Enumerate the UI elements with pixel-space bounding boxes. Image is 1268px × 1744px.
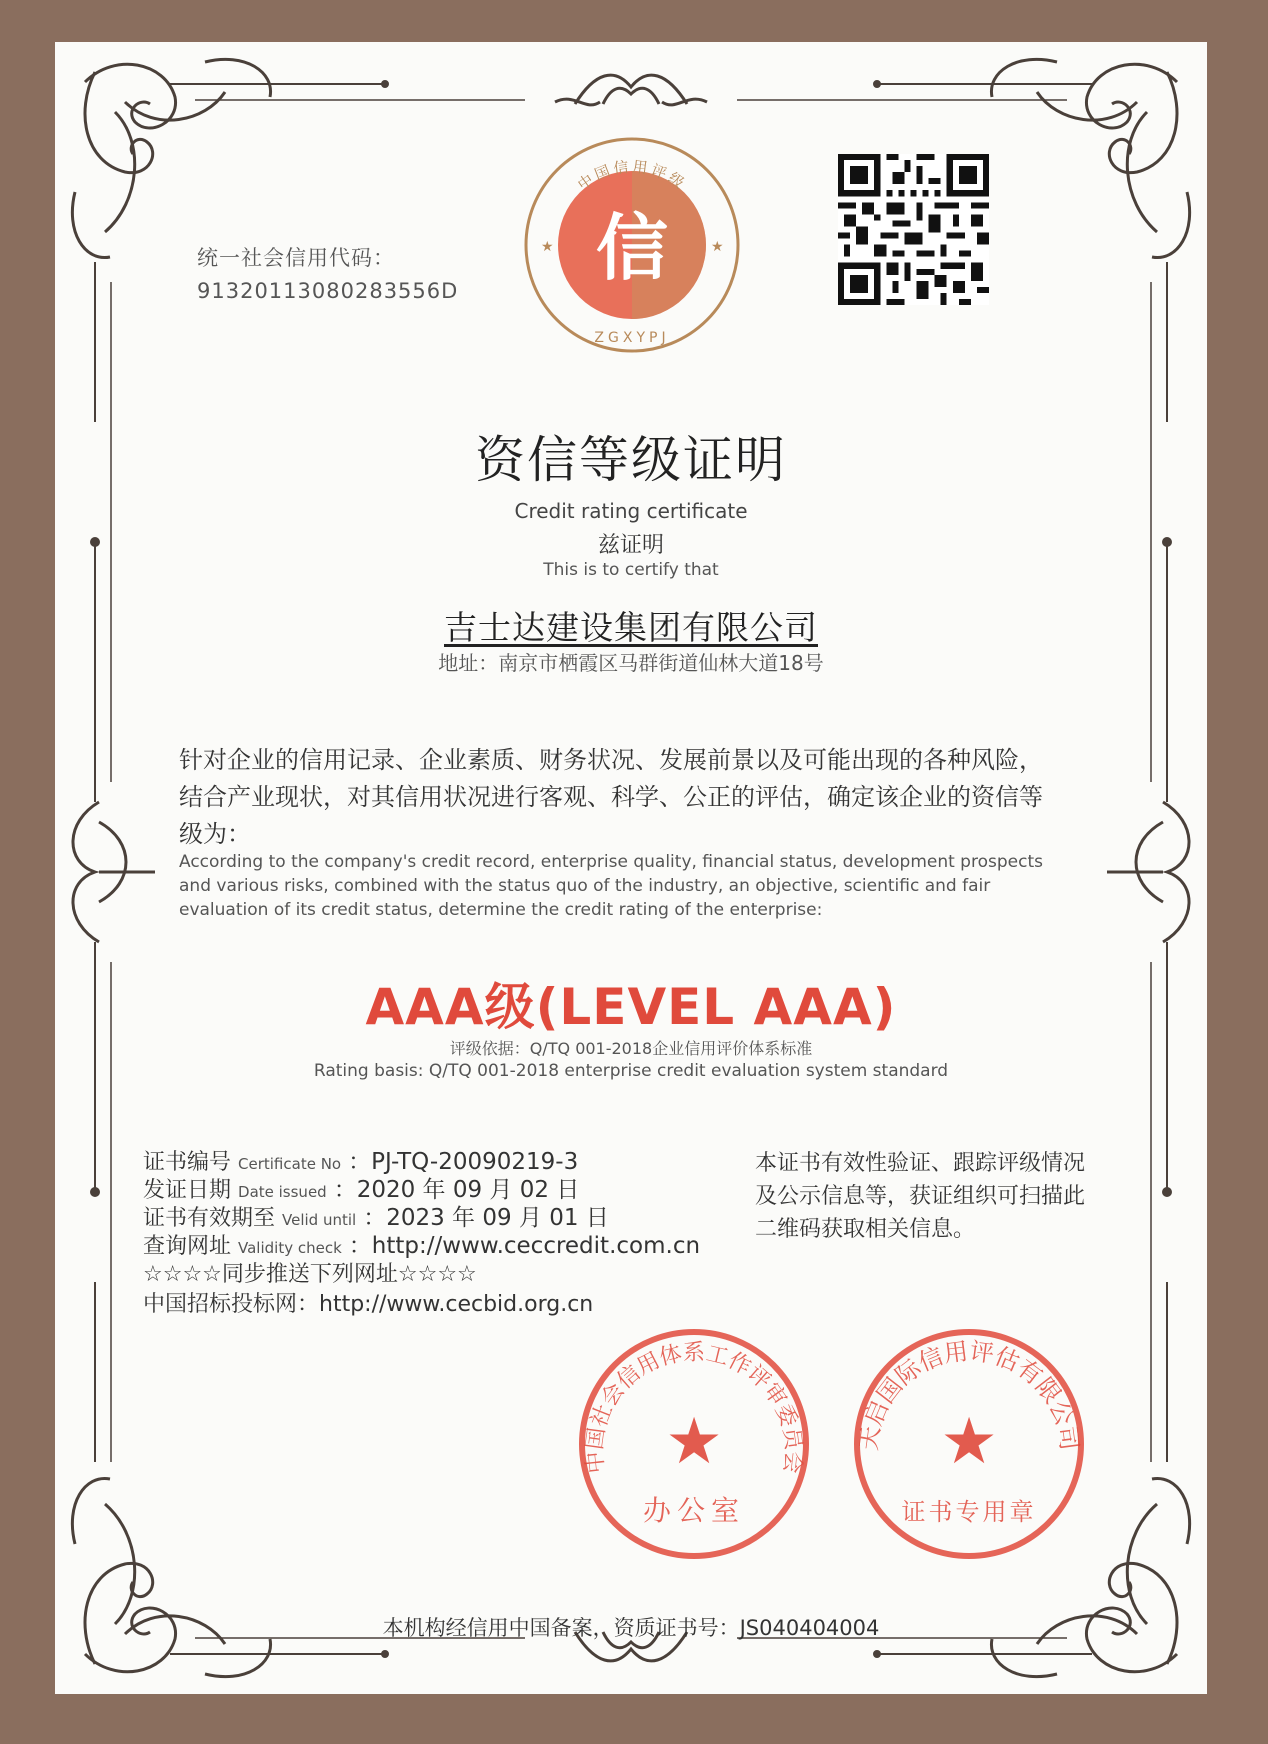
emblem-bottom-text: ZGXYPJ: [594, 330, 670, 346]
statement-cn-line: 针对企业的信用记录、企业素质、财务状况、发展前景以及可能出现的各种风险，: [179, 746, 1043, 774]
valid-until-label: 证书有效期至: [143, 1206, 276, 1231]
seal-certificate-stamp: [850, 1325, 1088, 1563]
emblem-glyph: 信: [595, 206, 669, 290]
seal1-bottom-text: 办公室: [642, 1494, 746, 1527]
statement-en-line: evaluation of its credit status, determine the credit rating of the enterprise:: [179, 900, 823, 920]
rating-basis-en: Rating basis: Q/TQ 001-2018 enterprise credit evaluation system standard: [313, 1061, 949, 1081]
seal2-bottom-text: 证书专用章: [901, 1498, 1037, 1526]
certificate-info: [143, 1148, 700, 1320]
credit-rating-emblem: [521, 134, 743, 356]
sync-line: ☆☆☆☆同步推送下列网址☆☆☆☆: [143, 1262, 477, 1287]
validity-check-label: 查询网址: [143, 1234, 232, 1259]
rating-basis-cn: 评级依据：Q/TQ 001-2018企业信用评价体系标准: [449, 1039, 813, 1058]
page-title: 资信等级证明: [475, 431, 787, 489]
valid-until-value: ：2023 年 09 月 01 日: [363, 1205, 609, 1231]
page-title-en: Credit rating certificate: [514, 499, 748, 523]
validity-check-link[interactable]: ：http://www.ceccredit.com.cn: [348, 1233, 701, 1259]
validity-check-row: [143, 1232, 700, 1260]
statement-cn-line: 结合产业现状，对其信用状况进行客观、科学、公正的评估，确定该企业的资信等: [179, 783, 1043, 811]
credit-code-value: 91320113080283556D: [197, 279, 459, 303]
cert-no-value: ：PJ-TQ-20090219-3: [348, 1149, 579, 1175]
cert-no-row: [143, 1148, 700, 1176]
statement-en-line: and various risks, combined with the status quo of the industry, an objective, scientific and fair: [179, 876, 991, 896]
credit-code-block: [197, 242, 458, 308]
seal1-star-icon: ★: [665, 1405, 723, 1479]
validity-check-label-en: Validity check: [238, 1239, 342, 1257]
verification-note: [755, 1147, 1105, 1246]
cert-no-label: 证书编号: [143, 1150, 232, 1175]
seal1-ring-text: 中国社会信用体系工作评审委员会: [582, 1340, 806, 1475]
date-issued-value: ：2020 年 09 月 02 日: [333, 1177, 580, 1203]
qr-code-icon: [838, 154, 989, 305]
company-name: 吉士达建设集团有限公司: [444, 608, 818, 647]
emblem-star-right: ★: [711, 239, 724, 255]
statement-cn: [179, 742, 1109, 853]
certificate-paper: [55, 42, 1207, 1694]
certify-heading: 兹证明: [597, 533, 664, 558]
verification-note-line: 本证书有效性验证、跟踪评级情况: [755, 1151, 1086, 1176]
footer-filing-note: 本机构经信用中国备案，资质证书号：JS040404004: [382, 1616, 880, 1640]
credit-code-label: 统一社会信用代码：: [197, 246, 395, 270]
valid-until-label-en: Velid until: [282, 1211, 357, 1229]
company-address: 地址：南京市栖霞区马群街道仙林大道18号: [438, 651, 824, 675]
bid-site-line[interactable]: 中国招标投标网：http://www.cecbid.org.cn: [143, 1292, 594, 1317]
seal-committee-office: [575, 1325, 813, 1563]
statement-en-line: According to the company's credit record, enterprise quality, financial status, development prospects: [179, 852, 1043, 872]
date-issued-row: [143, 1176, 700, 1204]
emblem-ring-text: 中国信用评级: [574, 157, 690, 194]
credit-level: AAA级(LEVEL AAA): [365, 978, 897, 1036]
statement-cn-line: 级为：: [179, 820, 251, 848]
seal2-star-icon: ★: [940, 1405, 998, 1479]
verification-note-line: 及公示信息等，获证组织可扫描此: [755, 1184, 1086, 1209]
cert-no-label-en: Certificate No: [238, 1155, 342, 1173]
certify-heading-en: This is to certify that: [543, 560, 719, 580]
verification-note-line: 二维码获取相关信息。: [755, 1217, 976, 1242]
emblem-star-left: ★: [541, 239, 554, 255]
valid-until-row: [143, 1204, 700, 1232]
date-issued-label-en: Date issued: [238, 1183, 327, 1201]
date-issued-label: 发证日期: [143, 1178, 232, 1203]
seal2-ring-text: 天启国际信用评估有限公司: [854, 1337, 1084, 1453]
statement-en: [179, 850, 1109, 922]
